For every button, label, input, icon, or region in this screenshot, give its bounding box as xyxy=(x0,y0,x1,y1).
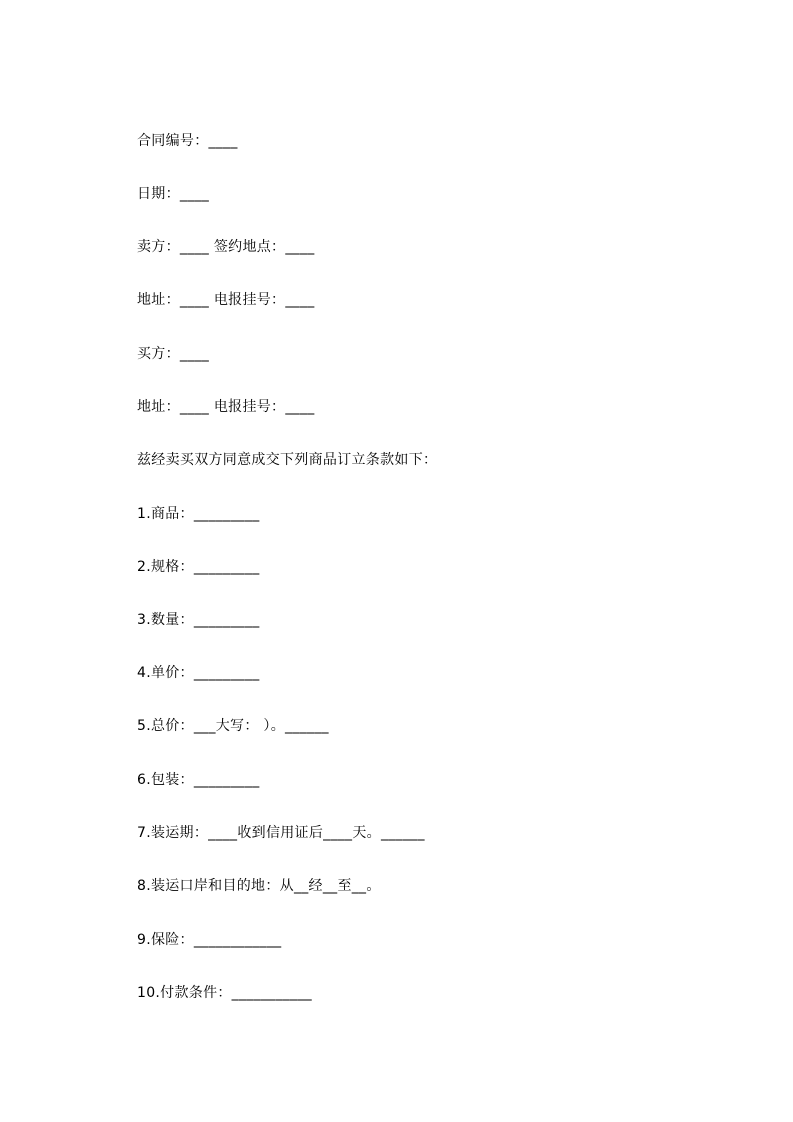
clause-shipment-time: 7.装运期：____收到信用证后____天。______ xyxy=(137,825,425,841)
date-line: 日期：____ xyxy=(137,186,210,202)
buyer-address-line: 地址：____ 电报挂号：____ xyxy=(137,399,315,415)
seller-line: 卖方：____ 签约地点：____ xyxy=(137,239,315,255)
agreement-intro-line: 兹经卖买双方同意成交下列商品订立条款如下： xyxy=(137,452,438,468)
clause-unit-price: 4.单价：_________ xyxy=(137,665,260,681)
clause-commodity: 1.商品：_________ xyxy=(137,506,260,522)
buyer-line: 买方：____ xyxy=(137,346,210,362)
clause-total-value: 5.总价：___大写： ）。______ xyxy=(137,718,329,734)
clause-insurance: 9.保险：____________ xyxy=(137,932,282,948)
clause-quantity: 3.数量：_________ xyxy=(137,612,260,628)
contract-number-line: 合同编号：____ xyxy=(137,133,238,149)
clause-port-destination: 8.装运口岸和目的地：从__经__至__。 xyxy=(137,878,381,894)
seller-address-line: 地址：____ 电报挂号：____ xyxy=(137,292,315,308)
clause-payment-terms: 10.付款条件：___________ xyxy=(137,985,312,1001)
clause-packing: 6.包装：_________ xyxy=(137,772,260,788)
clause-specification: 2.规格：_________ xyxy=(137,559,260,575)
